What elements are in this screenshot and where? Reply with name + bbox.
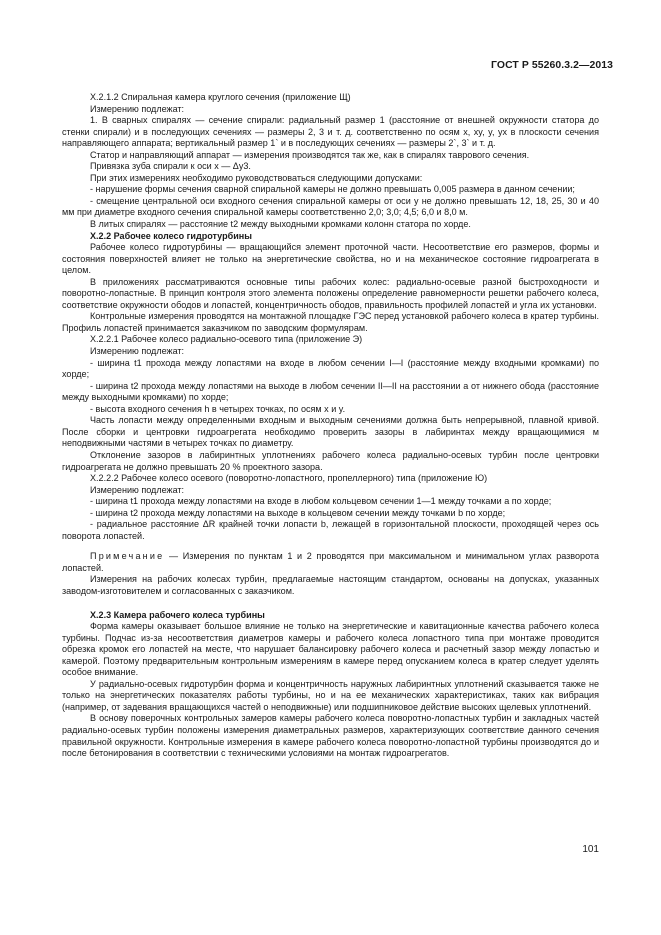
paragraph: В основу поверочных контрольных замеров камеры рабочего колеса поворотно-лопастных турбин и закладных частей радиально-осевых турбин положены измерения диаметральных размеров, характеризующих соответствие данного сечения правильной окружности. Контрольные измерения в камере рабочего колеса поворотно-лопастной турбины производятся до и после бетонирования в соответствии с техническими условиями на монтаж гидроагрегатов.	[62, 713, 599, 759]
paragraph: - нарушение формы сечения сварной спиральной камеры не должно превышать 0,005 размера в данном сечении;	[90, 184, 575, 195]
paragraph: - радиальное расстояние ΔR крайней точки лопасти b, лежащей в горизонтальной плоскости, проходящей через ось поворота лопастей.	[62, 519, 599, 541]
paragraph: Отклонение зазоров в лабиринтных уплотнениях рабочего колеса радиально-осевых турбин после центровки гидроагрегата не должно превышать 20 % проектного зазора.	[62, 449, 599, 472]
paragraph: - высота входного сечения h в четырех точках, по осям x и y.	[90, 403, 346, 414]
paragraph: В приложениях рассматриваются основные типы рабочих колес: радиально-осевые разной быстроходности и поворотно-лопастные. В принцип контроля этого элемента положены определение равномерности решетки рабочего колеса, соответствие окружности ободов и лопастей, концентричность ободов, правильность профилей лопастей и угла их установки.	[62, 276, 599, 310]
paragraph: - ширина t1 прохода между лопастями на входе в любом сечении I—I (расстояние между входными кромками) по хорде;	[62, 357, 599, 380]
paragraph: - ширина t1 прохода между лопастями на входе в любом кольцевом сечении 1—1 между точками а по хорде;	[90, 496, 552, 507]
paragraph: Часть лопасти между определенными входным и выходным сечениями должна быть непрерывной, плавной кривой. После сборки и центровки гидроагрегата необходимо проверить зазоры в лабиринтах между вращающимися м неподвижными частями в четырех точках по диаметру.	[62, 415, 599, 449]
paragraph: - ширина t2 прохода между лопастями на выходе в кольцевом сечении между точками b по хорде;	[90, 507, 506, 518]
document-body	[62, 92, 599, 760]
paragraph: - смещение центральной оси входного сечения спиральной камеры от оси y не должно превышать 12, 18, 25, 30 и 40 мм при диаметре входного сечения спиральной камеры соответственно 2,0; 3,0; 4,5; 6,0 и 8,0 м.	[62, 195, 599, 218]
paragraph: Х.2.2.1 Рабочее колесо радиально-осевого типа (приложение Э)	[90, 334, 363, 345]
paragraph: Привязка зуба спирали к оси x — Δy3.	[90, 161, 251, 172]
note-paragraph	[62, 551, 599, 574]
paragraph: Х.2.2.2 Рабочее колесо осевого (поворотно-лопастного, пропеллерного) типа (приложение Ю)	[90, 473, 488, 484]
paragraph: Рабочее колесо гидротурбины — вращающийся элемент проточной части. Несоответствие его размеров, формы и состояния поверхностей влияет не только на энергетические свойства, но и на механическое состояние гидроагрегата в целом.	[62, 242, 599, 276]
paragraph: Контрольные измерения проводятся на монтажной площадке ГЭС перед установкой рабочего колеса в кратер турбины. Профиль лопастей принимается заказчиком по заводским формулярам.	[62, 311, 599, 333]
paragraph: Х.2.1.2 Спиральная камера круглого сечения (приложение Щ)	[90, 92, 351, 102]
paragraph: Измерению подлежат:	[90, 346, 185, 357]
paragraph: Форма камеры оказывает большое влияние не только на энергетические и кавитационные качества рабочего колеса турбины. Подчас из-за несоответствия диаметров камеры и рабочего колеса лопастного типа при монтаже проводится обрезка кромок его лопастей на месте, что нарушает балансировку рабочего колеса и расчетный зазор между лопастью и камерой. Поэтому предварительным контрольным измерениям в камере перед опусканием колеса в кратер следует уделять особое внимание.	[62, 621, 599, 678]
note-label: Примечание	[90, 551, 165, 562]
spacer	[62, 598, 599, 610]
note-text: — Измерения по пунктам 1 и 2 проводятся при максимальном и минимальном углах разворота лопастей.	[62, 551, 599, 573]
document-header: ГОСТ Р 55260.3.2—2013	[491, 60, 613, 71]
section-heading: Х.2.3 Камера рабочего колеса турбины	[90, 609, 265, 620]
page-number: 101	[582, 844, 599, 855]
paragraph: Измерению подлежат:	[90, 103, 185, 114]
section-heading: Х.2.2 Рабочее колесо гидротурбины	[90, 230, 252, 241]
spacer	[62, 542, 599, 551]
paragraph: У радиально-осевых гидротурбин форма и концентричность наружных лабиринтных уплотнений сказывается также не только на энергетических показателях работы турбины, но и на ее механических характеристиках, таких как вибрация (например, от задевания вращающихся частей о неподвижные) или подшипниковое действие высоких щелевых уплотнений.	[62, 678, 599, 712]
paragraph: При этих измерениях необходимо руководствоваться следующими допусками:	[90, 172, 423, 183]
paragraph: Измерения на рабочих колесах турбин, предлагаемые настоящим стандартом, основаны на допусках, указанных заводом-изготовителем и согласованных с заказчиком.	[62, 574, 599, 596]
paragraph: Статор и направляющий аппарат — измерения производятся так же, как в спиралях таврового сечения.	[90, 149, 530, 160]
paragraph: В литых спиралях — расстояние t2 между выходными кромками колонн статора по хорде.	[90, 219, 471, 230]
paragraph: - ширина t2 прохода между лопастями на выходе в любом сечении II—II на расстоянии а от нижнего обода (расстояние между выходными кромками) по хорде;	[62, 380, 599, 403]
paragraph: Измерению подлежат:	[90, 484, 185, 495]
paragraph: 1. В сварных спиралях — сечение спирали: радиальный размер 1 (расстояние от внешней окружности статора до стенки спирали) и в последующих сечениях — размеры 2, 3 и т. д. соответственно по осям x, xy, y, yx в плоскости сечения направляющего аппарата; вертикальный размер 1` и в последующих сечениях — размеры 2`, 3` и т. д.	[62, 115, 599, 149]
